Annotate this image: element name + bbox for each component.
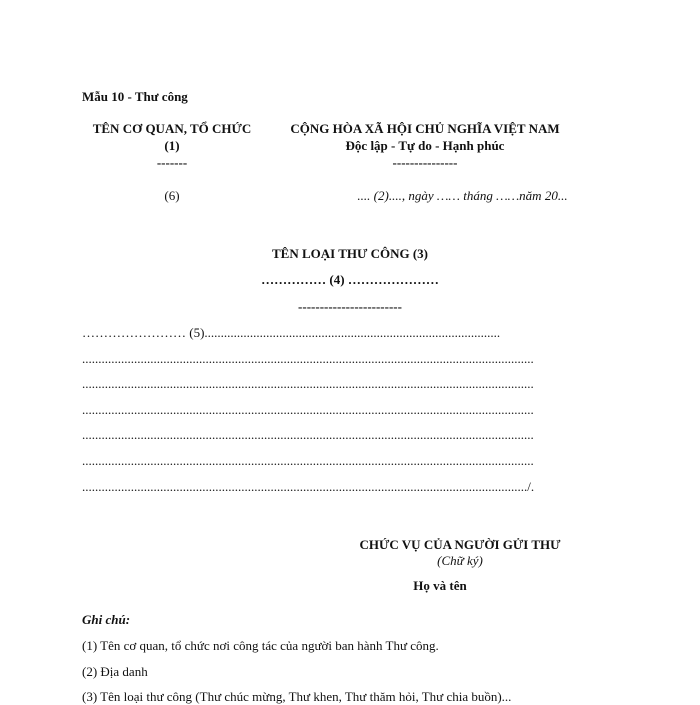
body-line: ........................................................................................................................................... bbox=[82, 427, 534, 442]
org-name: TÊN CƠ QUAN, TỔ CHỨC bbox=[92, 121, 252, 136]
body-line-last bbox=[82, 479, 544, 495]
document-subtitle: …………… (4) ………………… bbox=[261, 272, 439, 287]
body-line: ........................................................................................................................................... bbox=[82, 453, 534, 468]
right-rule: --------------- bbox=[392, 155, 458, 170]
last-line-text: ........................................................................................................................................./. bbox=[82, 479, 535, 494]
sender-name: Họ và tên bbox=[413, 578, 467, 593]
body-line: …………………… (5)........................................................................................... bbox=[82, 325, 501, 340]
title-rule: ------------------------ bbox=[298, 299, 402, 314]
body-line: ........................................................................................................................................... bbox=[82, 376, 534, 391]
doc-number: (6) bbox=[164, 188, 180, 203]
note-item: (2) Địa danh bbox=[82, 664, 148, 679]
body-line: ........................................................................................................................................... bbox=[82, 351, 534, 366]
place-date: .... (2)...., ngày …… tháng ……năm 20... bbox=[357, 188, 568, 203]
left-rule: ------- bbox=[156, 155, 188, 170]
motto: Độc lập - Tự do - Hạnh phúc bbox=[345, 138, 505, 153]
body-line: ........................................................................................................................................... bbox=[82, 402, 534, 417]
signature-hint: (Chữ ký) bbox=[437, 553, 483, 568]
nation-name: CỘNG HÒA XÃ HỘI CHỦ NGHĨA VIỆT NAM bbox=[290, 121, 560, 136]
document-title: TÊN LOẠI THƯ CÔNG (3) bbox=[271, 246, 428, 261]
form-label: Mẫu 10 - Thư công bbox=[82, 89, 188, 104]
notes-heading: Ghi chú: bbox=[82, 612, 131, 627]
sender-position: CHỨC VỤ CỦA NGƯỜI GỬI THƯ bbox=[359, 537, 561, 552]
note-item: (1) Tên cơ quan, tổ chức nơi công tác của người ban hành Thư công. bbox=[82, 638, 439, 653]
note-item: (3) Tên loại thư công (Thư chúc mừng, Thư khen, Thư thăm hỏi, Thư chia buồn)... bbox=[82, 689, 512, 704]
org-ref: (1) bbox=[164, 138, 180, 153]
